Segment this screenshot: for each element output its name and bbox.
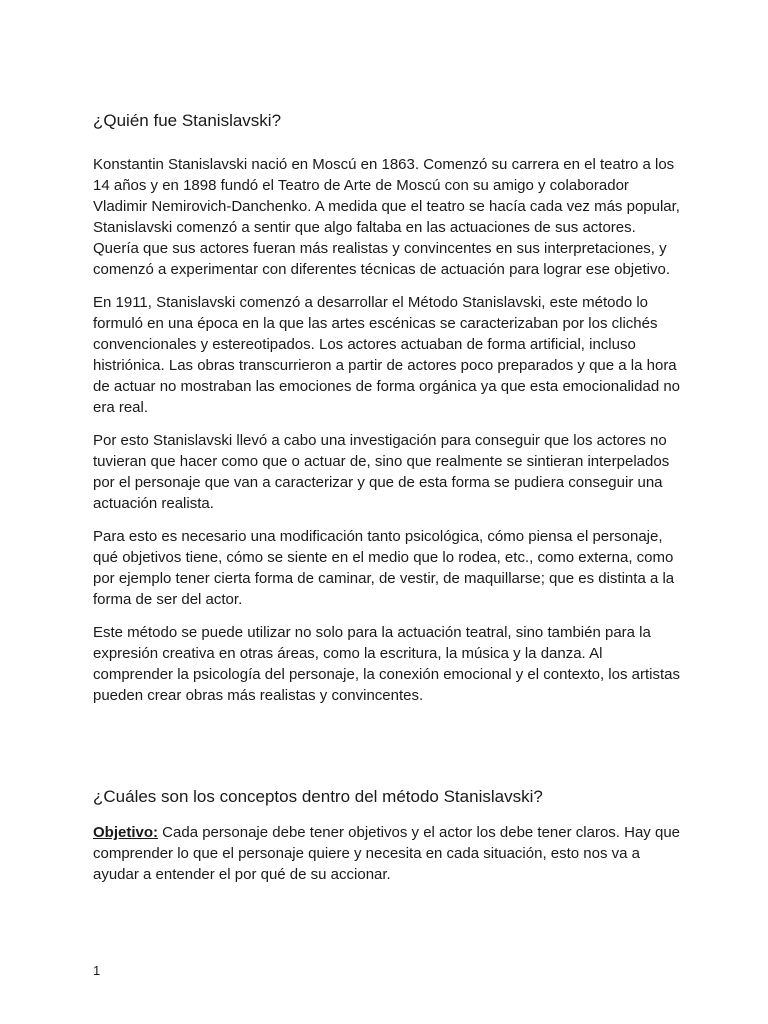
paragraph: Este método se puede utilizar no solo para la actuación teatral, sino también para la expresión creativa en otras áreas, como la escritura, la música y la danza. Al comprender la psicología del personaje, la conexión emocional y el contexto, los artistas pueden crear obras más realistas y convincentes. <box>93 624 680 704</box>
paragraph: En 1911, Stanislavski comenzó a desarrollar el Método Stanislavski, este método lo formuló en una época en la que las artes escénicas se caracterizaban por los clichés convencionales y estereotipados. Los actores actuaban de forma artificial, incluso histriónica. Las obras transcurrieron a partir de actores poco preparados y que a la hora de actuar no mostraban las emociones de forma orgánica ya que esta emocionalidad no era real. <box>93 294 681 416</box>
section-concepts <box>93 822 683 885</box>
concept-definition: Cada personaje debe tener objetivos y el actor los debe tener claros. Hay que comprender lo que el personaje quiere y necesita en cada situación, esto nos va a ayudar a entender el por qué de su accionar. <box>93 824 680 883</box>
section-heading-method-concepts: ¿Cuáles son los conceptos dentro del método Stanislavski? <box>93 787 543 806</box>
concept-term: Objetivo: <box>93 824 159 841</box>
paragraph: Konstantin Stanislavski nació en Moscú en 1863. Comenzó su carrera en el teatro a los 14 años y en 1898 fundó el Teatro de Arte de Moscú con su amigo y colaborador Vladimir Nemirovich-Danchenko. A medida que el teatro se hacía cada vez más popular, Stanislavski comenzó a sentir que algo faltaba en las actuaciones de sus actores. Quería que sus actores fueran más realistas y convincentes en sus interpretaciones, y comenzó a experimentar con diferentes técnicas de actuación para lograr ese objetivo. <box>93 156 680 278</box>
page-number: 1 <box>93 963 101 978</box>
paragraph: Por esto Stanislavski llevó a cabo una investigación para conseguir que los actores no tuvieran que hacer como que o actuar de, sino que realmente se sintieran interpelados por el personaje que van a caracterizar y que de esta forma se pudiera conseguir una actuación realista. <box>93 432 670 512</box>
concept-paragraph-objective <box>93 822 683 885</box>
section-heading-who-was-stanislavski: ¿Quién fue Stanislavski? <box>93 111 282 130</box>
paragraph: Para esto es necesario una modificación tanto psicológica, cómo piensa el personaje, qué objetivos tiene, cómo se siente en el medio que lo rodea, etc., como externa, como por ejemplo tener cierta forma de caminar, de vestir, de maquillarse; que es distinta a la forma de ser del actor. <box>93 528 675 608</box>
section-biography <box>93 154 683 718</box>
